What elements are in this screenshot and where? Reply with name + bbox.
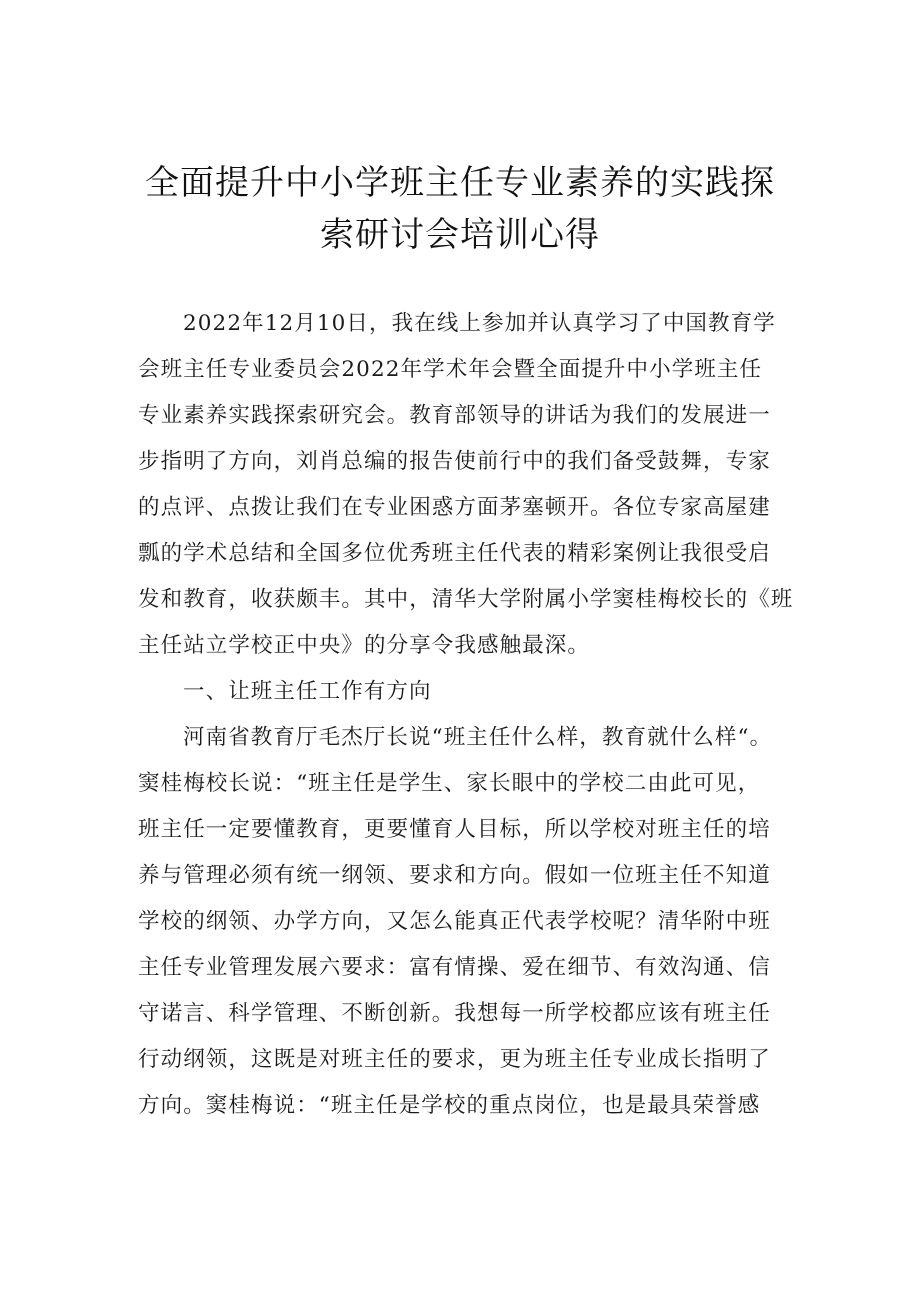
section-heading: 一、让班主任工作有方向 xyxy=(183,679,432,704)
paragraph-line: 2022年12月10日，我在线上参加并认真学习了中国教育学 xyxy=(183,311,776,336)
document-title-line-2: 索研讨会培训心得 xyxy=(320,215,600,255)
paragraph-line: 方向。窦桂梅说：“班主任是学校的重点岗位，也是最具荣誉感 xyxy=(138,1093,761,1118)
paragraph-line: 的点评、点拨让我们在专业困惑方面茅塞顿开。各位专家高屋建 xyxy=(138,495,771,520)
paragraph-line: 养与管理必须有统一纲领、要求和方向。假如一位班主任不知道 xyxy=(138,863,771,888)
paragraph-line: 班主任一定要懂教育，更要懂育人目标，所以学校对班主任的培 xyxy=(138,817,771,842)
paragraph-line: 窦桂梅校长说：“班主任是学生、家长眼中的学校二由此可见， xyxy=(138,771,761,796)
paragraph-line: 专业素养实践探索研究会。教育部领导的讲话为我们的发展进一 xyxy=(138,403,771,428)
paragraph-line: 守诺言、科学管理、不断创新。我想每一所学校都应该有班主任 xyxy=(138,1001,771,1026)
paragraph-line: 行动纲领，这既是对班主任的要求，更为班主任专业成长指明了 xyxy=(138,1047,771,1072)
paragraph-line: 会班主任专业委员会2022年学术年会暨全面提升中小学班主任 xyxy=(138,357,763,382)
paragraph-line: 步指明了方向，刘肖总编的报告使前行中的我们备受鼓舞，专家 xyxy=(138,449,771,474)
paragraph-line: 主任站立学校正中央》的分享令我感触最深。 xyxy=(138,633,591,658)
paragraph-line: 主任专业管理发展六要求：富有情操、爱在细节、有效沟通、信 xyxy=(138,955,771,980)
paragraph-line: 河南省教育厅毛杰厅长说“班主任什么样，教育就什么样“。 xyxy=(183,725,773,750)
paragraph-line: 瓢的学术总结和全国多位优秀班主任代表的精彩案例让我很受启 xyxy=(138,541,771,566)
paragraph-line: 学校的纲领、办学方向，又怎么能真正代表学校呢？清华附中班 xyxy=(138,909,771,934)
paragraph-line: 发和教育，收获颇丰。其中，清华大学附属小学窦桂梅校长的《班 xyxy=(138,587,794,612)
document-title-line-1: 全面提升中小学班主任专业素养的实践探 xyxy=(145,163,775,203)
